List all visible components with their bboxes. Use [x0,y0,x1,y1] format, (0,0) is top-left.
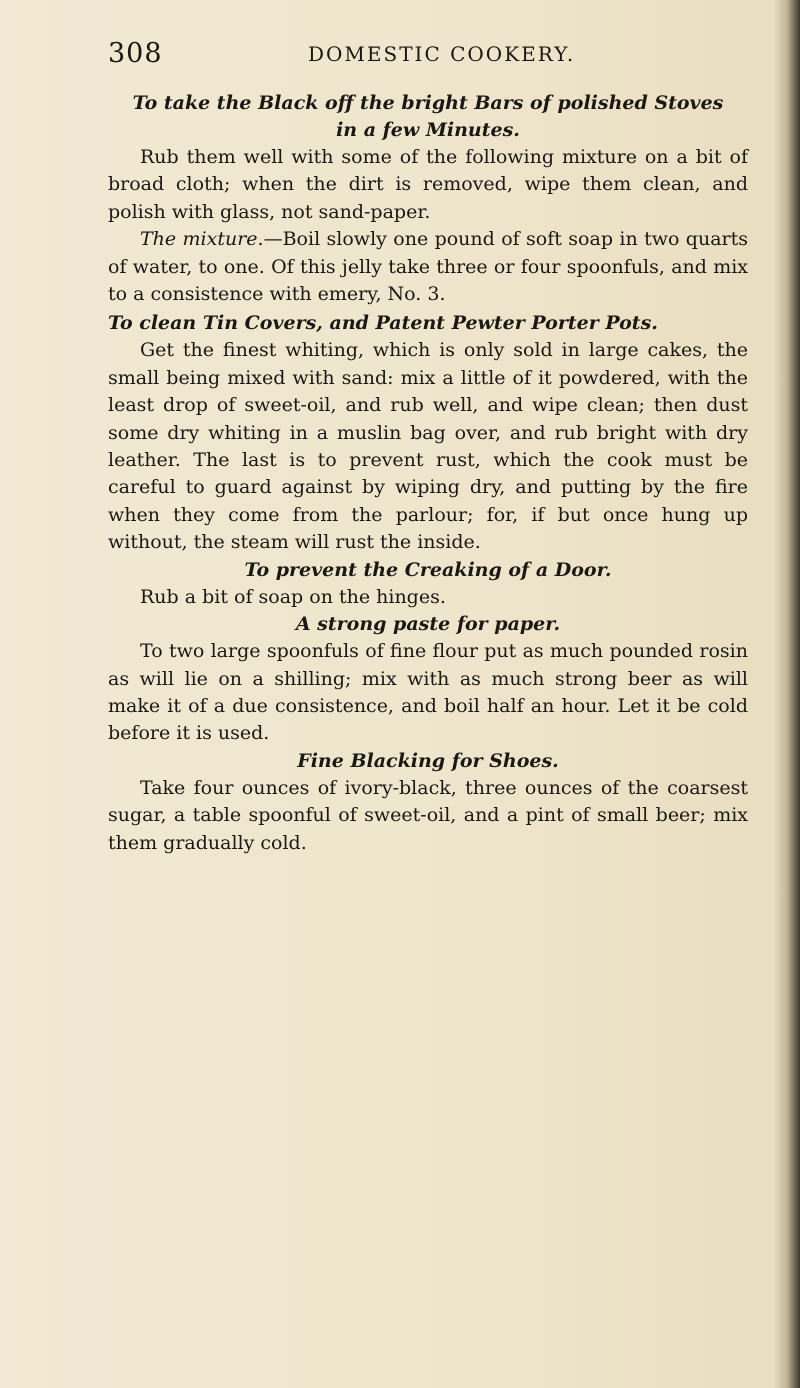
section-heading: Fine Blacking for Shoes. [297,749,559,772]
section-heading: To prevent the Creaking of a Door. [244,558,612,581]
page-content [108,30,748,857]
paragraph: Get the finest whiting, which is only sold in large cakes, the small being mixed with sand: mix a little of it powdered, with the least drop of sweet-oil, and rub well, and wipe clean; then dust some dry whiting in a muslin bag over, and rub bright with dry leather. The last is to prevent rust, which the cook must be careful to guard against by wiping dry, and putting by the fire when they come from the parlour; for, if but once hung up without, the steam will rust the inside. [108,339,748,554]
running-head [108,30,748,90]
section-heading: To clean Tin Covers, and Patent Pewter Porter Pots. [108,312,658,335]
recipe-paper-paste [108,611,748,748]
recipe-creaking-door [108,557,748,611]
section-heading-line1: To take the Black off the bright Bars of polished Stoves [132,92,724,114]
paragraph: Take four ounces of ivory-black, three ounces of the coarsest sugar, a table spoonful of sweet-oil, and a pint of small beer; mix them gradually cold. [108,776,748,854]
paragraph-lead: The mixture. [140,228,264,251]
recipe-stove-bars [108,90,748,308]
paragraph: To two large spoonfuls of fine flour put as much pounded rosin as will lie on a shilling; mix with as much strong beer as will make it of a due consistence, and boil half an hour. Let it be cold before it is used. [108,640,748,745]
recipe-shoe-blacking [108,748,748,857]
paragraph: Rub a bit of soap on the hinges. [140,585,446,608]
section-heading: A strong paste for paper. [295,613,561,636]
page-edge-shadow [774,0,800,1388]
paragraph [108,226,748,308]
paragraph: Rub them well with some of the following mixture on a bit of broad cloth; when the dirt is removed, wipe them clean, and polish with glass, not sand-paper. [108,146,748,223]
page-number: 308 [108,38,163,69]
section-heading-line2: in a few Minutes. [336,119,520,141]
paragraph-body: —Boil slowly one pound of soft soap in two quarts of water, to one. Of this jelly take three or four spoonfuls, and mix to a consistence with emery, No. 3. [108,228,748,306]
section-heading [108,90,748,144]
recipe-tin-covers [108,310,748,556]
running-head-title: DOMESTIC COOKERY. [308,42,576,66]
